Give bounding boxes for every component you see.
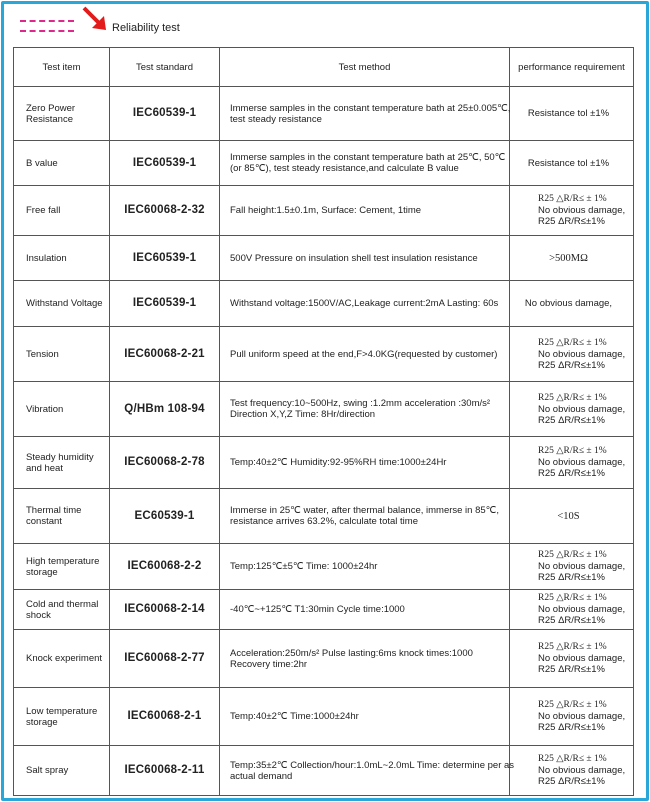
- test-method-cell: [220, 590, 510, 630]
- performance-cell-line: <10S: [557, 510, 580, 522]
- test-method-cell-line: Acceleration:250m/s² Pulse lasting:6ms knock times:1000: [230, 647, 473, 659]
- test-standard-cell: IEC60539-1: [110, 281, 220, 327]
- performance-cell: [510, 544, 634, 590]
- performance-cell-line: R25 ΔR/R≤±1%: [538, 664, 605, 675]
- test-method-cell: [220, 87, 510, 141]
- table-row: [14, 236, 634, 281]
- performance-cell-line: R25 △R/R≤ ± 1%: [538, 392, 607, 403]
- test-item-cell: [14, 544, 110, 590]
- test-standard-cell: IEC60539-1: [110, 87, 220, 141]
- test-item-cell: [14, 489, 110, 544]
- test-item-cell: [14, 327, 110, 382]
- performance-cell-line: R25 △R/R≤ ± 1%: [538, 550, 607, 560]
- test-item-cell: [14, 630, 110, 688]
- test-item-cell: [14, 281, 110, 327]
- test-item-cell-line: Zero Power: [26, 102, 76, 114]
- performance-cell-line: No obvious damage,: [538, 653, 626, 664]
- table-header-row: [14, 48, 634, 87]
- test-method-cell-line: Temp:40±2℃ Time:1000±24hr: [230, 711, 359, 722]
- table-row: [14, 437, 634, 489]
- test-method-cell: [220, 281, 510, 327]
- test-item-cell-line: Low temperature: [26, 705, 98, 717]
- performance-cell-line: >500MΩ: [549, 252, 588, 264]
- test-method-cell-line: Direction X,Y,Z Time: 8Hr/direction: [230, 409, 376, 420]
- test-item-cell-line: Withstand Voltage: [26, 298, 103, 309]
- performance-cell-line: R25 △R/R≤ ± 1%: [538, 337, 607, 348]
- test-method-cell-line: Pull uniform speed at the end,F>4.0KG(requested by customer): [230, 348, 498, 360]
- table-row: [14, 87, 634, 141]
- red-arrow-icon: [82, 6, 110, 34]
- test-item-cell-line: storage: [26, 566, 58, 578]
- reliability-table: [13, 47, 634, 796]
- test-standard-cell: IEC60068-2-77: [110, 630, 220, 688]
- performance-cell-line: Resistance tol ±1%: [527, 157, 610, 169]
- test-method-cell: [220, 630, 510, 688]
- test-standard-cell: IEC60068-2-32: [110, 186, 220, 236]
- table-row: [14, 630, 634, 688]
- performance-cell: [510, 236, 634, 281]
- performance-cell-line: R25 ΔR/R≤±1%: [538, 722, 605, 733]
- test-method-cell-line: 500V Pressure on insulation shell test insulation resistance: [230, 252, 478, 264]
- test-item-cell-line: shock: [26, 609, 51, 621]
- test-method-cell-line: Withstand voltage:1500V/AC,Leakage current:2mA Lasting: 60s: [230, 298, 499, 309]
- test-item-cell: [14, 236, 110, 281]
- test-item-cell: [14, 746, 110, 796]
- test-method-cell: [220, 236, 510, 281]
- performance-cell: [510, 186, 634, 236]
- performance-cell: [510, 489, 634, 544]
- performance-cell-line: R25 △R/R≤ ± 1%: [538, 446, 607, 456]
- test-item-cell-line: Knock experiment: [26, 653, 103, 664]
- performance-cell-line: R25 △R/R≤ ± 1%: [538, 700, 607, 710]
- table-row: [14, 746, 634, 796]
- section-title: Reliability test: [112, 22, 180, 34]
- performance-cell-line: R25 △R/R≤ ± 1%: [538, 754, 607, 764]
- test-item-cell-line: Cold and thermal: [26, 598, 99, 610]
- performance-cell-line: R25 △R/R≤ ± 1%: [538, 642, 607, 652]
- table-row: [14, 281, 634, 327]
- performance-cell: [510, 87, 634, 141]
- test-method-cell-line: Fall height:1.5±0.1m, Surface: Cement, 1time: [230, 205, 422, 216]
- performance-cell-line: R25 ΔR/R≤±1%: [538, 572, 605, 583]
- test-method-cell: [220, 489, 510, 544]
- performance-cell-line: R25 ΔR/R≤±1%: [538, 216, 605, 227]
- performance-cell: [510, 141, 634, 186]
- test-item-cell-line: Salt spray: [26, 765, 69, 776]
- test-method-cell-line: (or 85℃), test steady resistance,and calculate B value: [230, 163, 459, 174]
- test-item-cell-line: Insulation: [26, 252, 67, 264]
- performance-cell: [510, 590, 634, 630]
- test-standard-cell: IEC60539-1: [110, 236, 220, 281]
- test-standard-cell: EC60539-1: [110, 489, 220, 544]
- performance-cell-line: R25 ΔR/R≤±1%: [538, 468, 605, 479]
- performance-cell: [510, 630, 634, 688]
- test-method-cell: [220, 746, 515, 796]
- table-row: [14, 590, 634, 630]
- test-method-cell-line: Temp:40±2℃ Humidity:92-95%RH time:1000±24Hr: [230, 457, 447, 468]
- performance-cell-line: No obvious damage,: [538, 711, 626, 722]
- test-method-cell-line: Temp:35±2℃ Collection/hour:1.0mL~2.0mL Time: determine per as: [230, 759, 515, 771]
- test-item-cell: [14, 437, 110, 489]
- performance-cell-line: Resistance tol ±1%: [527, 108, 610, 119]
- table-row: [14, 544, 634, 590]
- test-item-cell: [14, 87, 110, 141]
- test-standard-cell: IEC60068-2-14: [110, 590, 220, 630]
- test-item-cell-line: Steady humidity: [26, 451, 94, 463]
- performance-cell-line: R25 ΔR/R≤±1%: [538, 414, 605, 426]
- test-standard-cell: IEC60068-2-21: [110, 327, 220, 382]
- table-row: [14, 141, 634, 186]
- table-row: [14, 382, 634, 437]
- test-item-cell: [14, 186, 110, 236]
- performance-cell-line: R25 △R/R≤ ± 1%: [538, 593, 607, 603]
- test-method-cell: [220, 688, 510, 746]
- column-header: Test item: [14, 48, 110, 87]
- test-item-cell-line: Resistance: [26, 113, 73, 125]
- test-standard-cell: Q/HBm 108-94: [110, 382, 220, 437]
- test-item-cell: [14, 688, 110, 746]
- test-method-cell-line: Test frequency:10~500Hz, swing :1.2mm acceleration :30m/s²: [230, 398, 491, 409]
- performance-cell-line: No obvious damage,: [524, 298, 613, 309]
- column-header: Test method: [220, 48, 510, 87]
- test-item-cell-line: Vibration: [26, 403, 64, 415]
- test-item-cell-line: Thermal time: [26, 505, 82, 516]
- table-row: [14, 688, 634, 746]
- test-item-cell-line: B value: [26, 157, 58, 169]
- test-method-cell: [220, 544, 510, 590]
- performance-cell: [510, 382, 634, 437]
- pink-dash-line: [20, 30, 74, 32]
- performance-cell-line: No obvious damage,: [538, 403, 626, 415]
- performance-cell-line: No obvious damage,: [538, 561, 626, 572]
- test-method-cell: [220, 327, 510, 382]
- test-item-cell-line: Tension: [26, 348, 59, 360]
- performance-cell-line: R25 △R/R≤ ± 1%: [538, 194, 607, 204]
- test-item-cell-line: Free fall: [26, 205, 61, 216]
- performance-cell: [510, 327, 634, 382]
- test-standard-cell: IEC60068-2-11: [110, 746, 220, 796]
- test-standard-cell: IEC60068-2-1: [110, 688, 220, 746]
- test-standard-cell: IEC60068-2-2: [110, 544, 220, 590]
- test-item-cell: [14, 382, 110, 437]
- performance-cell-line: No obvious damage,: [538, 205, 626, 216]
- test-standard-cell: IEC60539-1: [110, 141, 220, 186]
- test-method-cell-line: resistance arrives 63.2%, calculate total time: [230, 516, 418, 527]
- performance-cell: [510, 281, 634, 327]
- column-header: Test standard: [110, 48, 220, 87]
- performance-cell-line: No obvious damage,: [538, 457, 626, 468]
- performance-cell-line: No obvious damage,: [538, 604, 626, 615]
- test-method-cell: [220, 382, 510, 437]
- test-method-cell-line: test steady resistance: [230, 113, 322, 125]
- table-row: [14, 489, 634, 544]
- performance-cell-line: R25 ΔR/R≤±1%: [538, 359, 605, 371]
- test-item-cell-line: constant: [26, 516, 62, 527]
- test-method-cell-line: Immerse samples in the constant temperature bath at 25±0.005℃,: [230, 102, 511, 114]
- test-item-cell: [14, 141, 110, 186]
- test-method-cell: [220, 141, 510, 186]
- performance-cell: [510, 688, 634, 746]
- test-method-cell: [220, 186, 510, 236]
- performance-cell-line: R25 ΔR/R≤±1%: [538, 776, 605, 787]
- table-row: [14, 327, 634, 382]
- performance-cell: [510, 437, 634, 489]
- test-method-cell-line: -40℃~+125℃ T1:30min Cycle time:1000: [230, 604, 405, 615]
- test-method-cell-line: Recovery time:2hr: [230, 658, 308, 670]
- test-item-cell-line: and heat: [26, 462, 63, 474]
- section-header: [20, 12, 320, 42]
- column-header: performance requirement: [510, 48, 634, 87]
- test-item-cell-line: High temperature: [26, 555, 100, 567]
- test-item-cell: [14, 590, 110, 630]
- test-standard-cell: IEC60068-2-78: [110, 437, 220, 489]
- test-method-cell-line: Immerse samples in the constant temperature bath at 25℃, 50℃: [230, 152, 506, 163]
- performance-cell-line: R25 ΔR/R≤±1%: [538, 615, 605, 626]
- performance-cell-line: No obvious damage,: [538, 348, 626, 360]
- table-row: [14, 186, 634, 236]
- test-method-cell: [220, 437, 510, 489]
- test-method-cell-line: actual demand: [230, 770, 293, 782]
- performance-cell: [510, 746, 634, 796]
- test-method-cell-line: Temp:125℃±5℃ Time: 1000±24hr: [230, 561, 378, 572]
- pink-dash-line: [20, 20, 74, 22]
- performance-cell-line: No obvious damage,: [538, 765, 626, 776]
- test-method-cell-line: Immerse in 25℃ water, after thermal balance, immerse in 85℃,: [230, 505, 499, 516]
- test-item-cell-line: storage: [26, 716, 58, 728]
